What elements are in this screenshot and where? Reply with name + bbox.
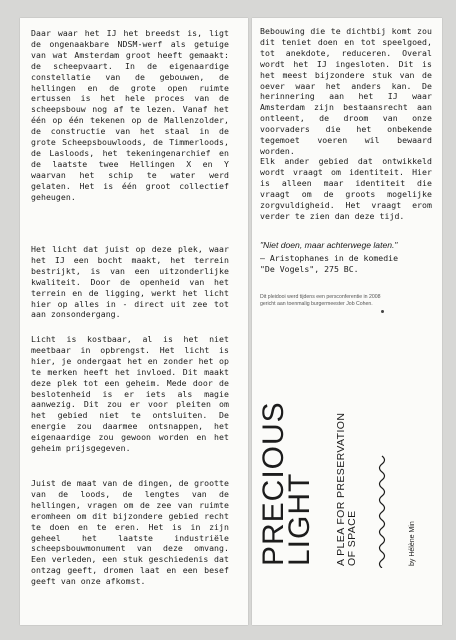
title-line-precious: PRECIOUS: [257, 401, 290, 566]
subtitle: [336, 413, 358, 566]
footnote-line-1: Dit pleidooi werd tijdens een persconferentie in 2008: [260, 294, 381, 300]
footnote-line-2: gericht aan toenmalig burgermeester Job Cohen.: [260, 301, 373, 307]
byline: by Hélène Min: [409, 521, 416, 566]
subtitle-line-1: A PLEA FOR PRESERVATION: [335, 412, 347, 566]
subtitle-line-2: OF SPACE: [346, 510, 358, 566]
bullet-dot: [381, 310, 384, 313]
paragraph-identiteit: Elk ander gebied dat ontwikkeld wordt vraagt om identiteit. Hier is alleen maar identiteit die vraagt om de groots mogelijke zorgvuldigheid. Het vraagt erom verder te zien dan deze tijd.: [260, 156, 432, 221]
paragraph-maat-der-dingen: Juist de maat van de dingen, de grootte van de loods, de lengtes van de hellingen, vragen om de zee van ruimte eromheen om dit bijzondere gebied recht te doen en te eren. Het is in zijn geheel het laatste industriële scheepsbouwmonument van deze omvang. Een verleden, een stuk geschiedenis dat ontzag geeft, dromen laat en een besef geeft van onze afkomst.: [31, 478, 229, 587]
right-page: [252, 18, 442, 625]
wave-ornament-icon: [375, 454, 389, 568]
attribution-line-2: "De Vogels", 275 BC.: [260, 264, 359, 274]
paragraph-licht-kostbaar: Licht is kostbaar, al is het niet meetbaar in opbrengst. Het licht is hier, je ondergaat het en zonder het op te merken heeft het invloed. Dit maakt deze plek tot een geheim. Mede door de beslotenheid is er iets als magie aanwezig. Dit zou er voor pleiten om het gebied niet te ontsluiten. De energie zou daarmee ontsnappen, het eigenaardige zou gewoon worden en het geheim prijsgegeven.: [31, 334, 229, 454]
title: [257, 401, 316, 566]
quote: "Niet doen, maar achterwege laten.": [260, 240, 398, 250]
attribution-line-1: – Aristophanes in de komedie: [260, 253, 399, 263]
paragraph-ndsm-werf: Daar waar het IJ het breedst is, ligt de ongenaakbare NDSM-werf als getuige van wat Amsterdam groot heeft gemaakt: de scheepvaart. In de eigenaardige constellatie van de gebouwen, de hellingen en de grote open ruimte ertussen is het hele proces van de scheepsbouw nog af te lezen. Vanaf het één op één tekenen op de Mallenzolder, de constructie van het staal in de grote Scheepsbouwloods, de Timmerloods, de Lasloods, het tekeningenarchief en de laatste twee Hellingen X en Y waarvan het schip te water werd gelaten. Het is één groot collectief geheugen.: [31, 28, 229, 202]
left-page: [20, 18, 248, 625]
paragraph-licht: Het licht dat juist op deze plek, waar het IJ een bocht maakt, het terrein bestrijkt, is van een uitzonderlijke kwaliteit. Door de openheid van het terrein en de ligging, werkt het licht hier op alles in - direct uit zee tot aan zonsondergang.: [31, 244, 229, 320]
paragraph-bebouwing: Bebouwing die te dichtbij komt zou dit teniet doen en tot speelgoed, tot anekdote, reduceren. Overal wordt het IJ ingesloten. Dit is het meest bijzondere stuk van de oever waar het anders kan. De herinnering aan het IJ waar Amsterdam zijn bestaansrecht aan ontleent, de droom van onze voorvaders die het onbekende tegemoet voeren wil bewaard worden.: [260, 26, 432, 156]
title-line-light: LIGHT: [283, 472, 316, 566]
